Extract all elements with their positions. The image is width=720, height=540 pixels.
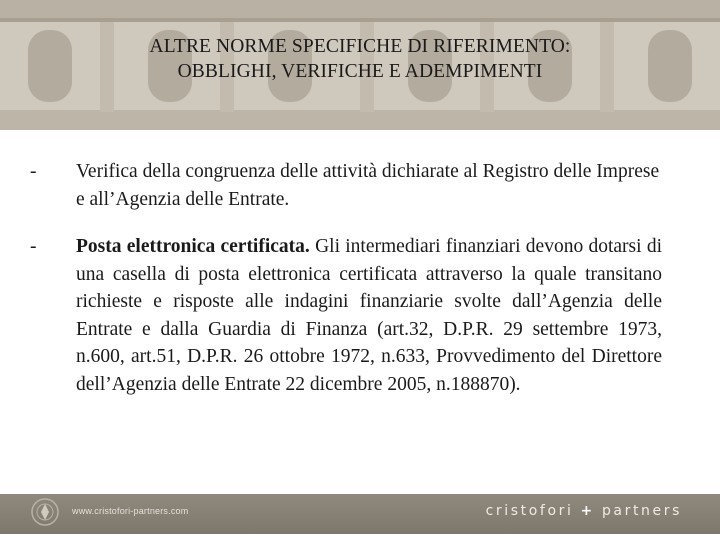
bullet-item — [30, 233, 662, 398]
header-banner — [0, 0, 720, 130]
slide-title-line2: OBBLIGHI, VERIFICHE E ADEMPIMENTI — [177, 61, 543, 82]
bullet-item — [30, 158, 662, 213]
footer-website-link[interactable]: www.cristofori-partners.com — [72, 506, 189, 516]
bullet-dash: - — [30, 236, 37, 257]
slide-body — [30, 158, 662, 418]
bullet-bold-lead: Posta elettronica certificata. — [76, 236, 310, 257]
slide-title-line1: ALTRE NORME SPECIFICHE DI RIFERIMENTO: — [149, 36, 571, 57]
slide-title — [0, 34, 720, 84]
brand-name-left: cristofori — [485, 503, 574, 519]
bullet-dash: - — [30, 161, 37, 182]
brand-wordmark — [486, 503, 682, 519]
brand-name-right: partners — [601, 503, 682, 519]
bullet-text: Verifica della congruenza delle attività dichiarate al Registro delle Imprese e all’Agenzia delle Entrate. — [76, 161, 660, 210]
bullet-paragraph — [76, 233, 662, 398]
footer-bar — [0, 494, 720, 534]
brand-plus: + — [580, 503, 595, 519]
circular-emblem-icon — [30, 497, 60, 527]
bullet-text: Gli intermediari finanziari devono dotarsi di una casella di posta elettronica certificata attraverso la quale transitano richieste e risposte alle indagini finanziarie svolte dall’Agenzia delle Entrate e dalla Guardia di Finanza (art.32, D.P.R. 29 settembre 1973, n.600, art.51, D.P.R. 26 ottobre 1972, n.633, Provvedimento del Direttore dell’Agenzia delle Entrate 22 dicembre 2005, n.188870). — [76, 236, 662, 395]
